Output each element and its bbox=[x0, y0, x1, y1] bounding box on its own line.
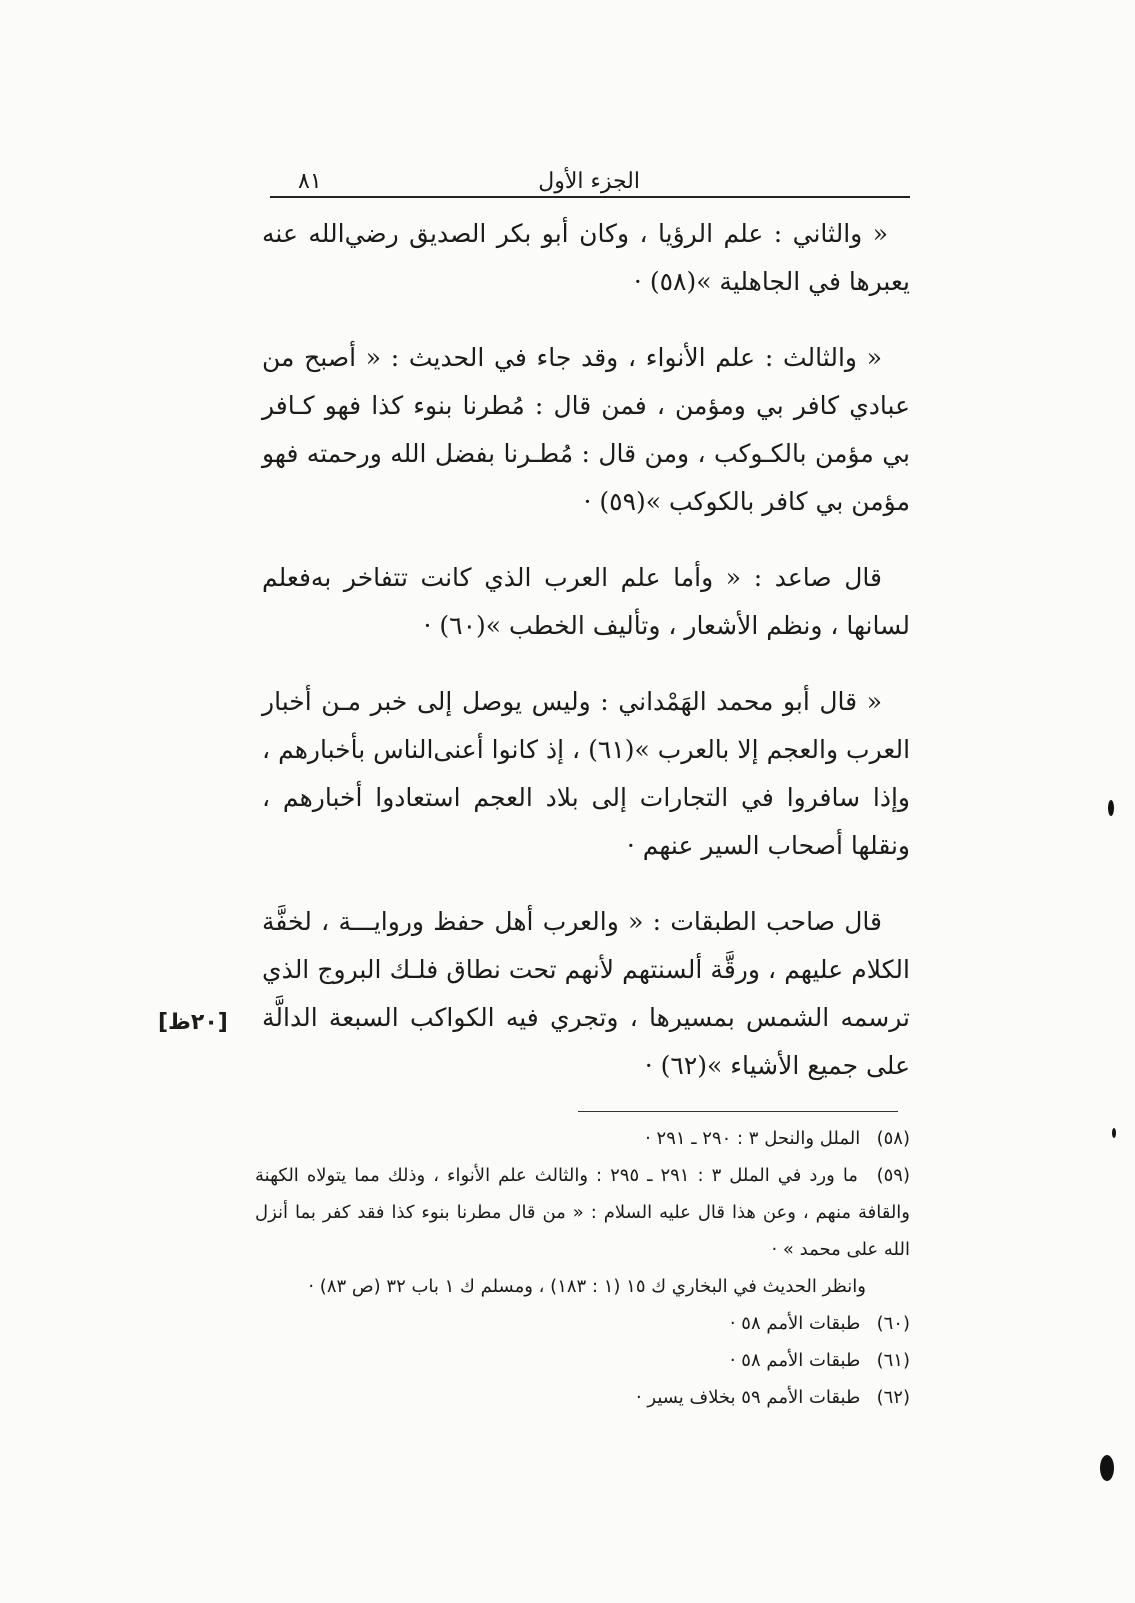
footnote-text: طبقات الأمم ٥٨ · bbox=[729, 1350, 861, 1371]
footnote-continuation bbox=[255, 1268, 910, 1305]
footnote-text: ما ورد في الملل ٣ : ٢٩١ ـ ٢٩٥ : والثالث علم الأنواء ، وذلك مما يتولاه الكهنة والقافة منهم ، وعن هذا قال عليه السلام : « من قال مطرنا بنوء كذا فقد كفر بما أنزل الله على محمد » · bbox=[255, 1165, 910, 1260]
footnote-number: (٥٩) bbox=[876, 1165, 910, 1186]
paragraph: « والثالث : علم الأنواء ، وقد جاء في الحديث : « أصبح من عبادي كافر بي ومؤمن ، فمن قال : مُطرنا بنوء كذا فهو كـافر بي مؤمن بالكـوكب ، ومن قال : مُطـرنا بفضل الله ورحمته فهو مؤمن بي كافر بالكوكب »(٥٩) · bbox=[262, 343, 910, 516]
scan-mark bbox=[1112, 1128, 1116, 1138]
paragraph: « قال أبو محمد الهَمْداني : وليس يوصل إلى خبر مـن أخبار العرب والعجم إلا بالعرب »(٦١) ، إذ كانوا أعنى‌الناس بأخبارهم ، وإذا سافروا في التجارات إلى بلاد العجم استعادوا أخبارهم ، ونقلها أصحاب السير عنهم · bbox=[262, 687, 911, 860]
footnote-text: طبقات الأمم ٥٨ · bbox=[729, 1313, 861, 1334]
footnote bbox=[255, 1379, 910, 1416]
footnote bbox=[255, 1157, 910, 1268]
paragraph: قال صاعد : « وأما علم العرب الذي كانت تتفاخر به‌فعلم لسانها ، ونظم الأشعار ، وتأليف الخطب »(٦٠) · bbox=[262, 563, 910, 640]
footnote bbox=[255, 1342, 910, 1379]
footnotes bbox=[255, 1120, 910, 1416]
paragraph: قال صاحب الطبقات : « والعرب أهل حفظ وروايـــة ، لخفَّة الكلام عليهم ، ورقَّة ألسنتهم لأنهم تحت نطاق فلـك البروج الذي ترسمه الشمس بمسيرها ، وتجري فيه الكواكب السبعة الدالَّة على جميع الأشياء »(٦٢) · bbox=[262, 907, 910, 1080]
manuscript-folio-marker: [٢٠ظ] bbox=[158, 1010, 228, 1035]
footnote bbox=[255, 1305, 910, 1342]
page-number: ٨١ bbox=[298, 169, 322, 194]
page-header bbox=[270, 160, 910, 194]
footnote-number: (٦١) bbox=[876, 1350, 910, 1371]
paragraph: « والثاني : علم الرؤيا ، وكان أبو بكر الصديق رضي‌الله عنه يعبرها في الجاهلية »(٥٨) · bbox=[262, 219, 910, 296]
running-head: الجزء الأول bbox=[538, 169, 640, 194]
footnote-text: وانظر الحديث في البخاري ك ١٥ (١ : ١٨٣) ، ومسلم ك ١ باب ٣٢ (ص ٨٣) · bbox=[308, 1276, 866, 1297]
scan-mark bbox=[1100, 1455, 1114, 1481]
scan-mark bbox=[1108, 800, 1114, 816]
footnote-number: (٥٨) bbox=[876, 1128, 910, 1149]
main-text bbox=[262, 210, 910, 1118]
footnote bbox=[255, 1120, 910, 1157]
footnote-text: طبقات الأمم ٥٩ بخلاف يسير · bbox=[635, 1387, 861, 1408]
header-rule bbox=[270, 196, 910, 198]
footnote-rule bbox=[578, 1111, 898, 1112]
footnote-number: (٦٢) bbox=[876, 1387, 910, 1408]
footnote-text: الملل والنحل ٣ : ٢٩٠ ـ ٢٩١ · bbox=[645, 1128, 861, 1149]
footnote-number: (٦٠) bbox=[876, 1313, 910, 1334]
